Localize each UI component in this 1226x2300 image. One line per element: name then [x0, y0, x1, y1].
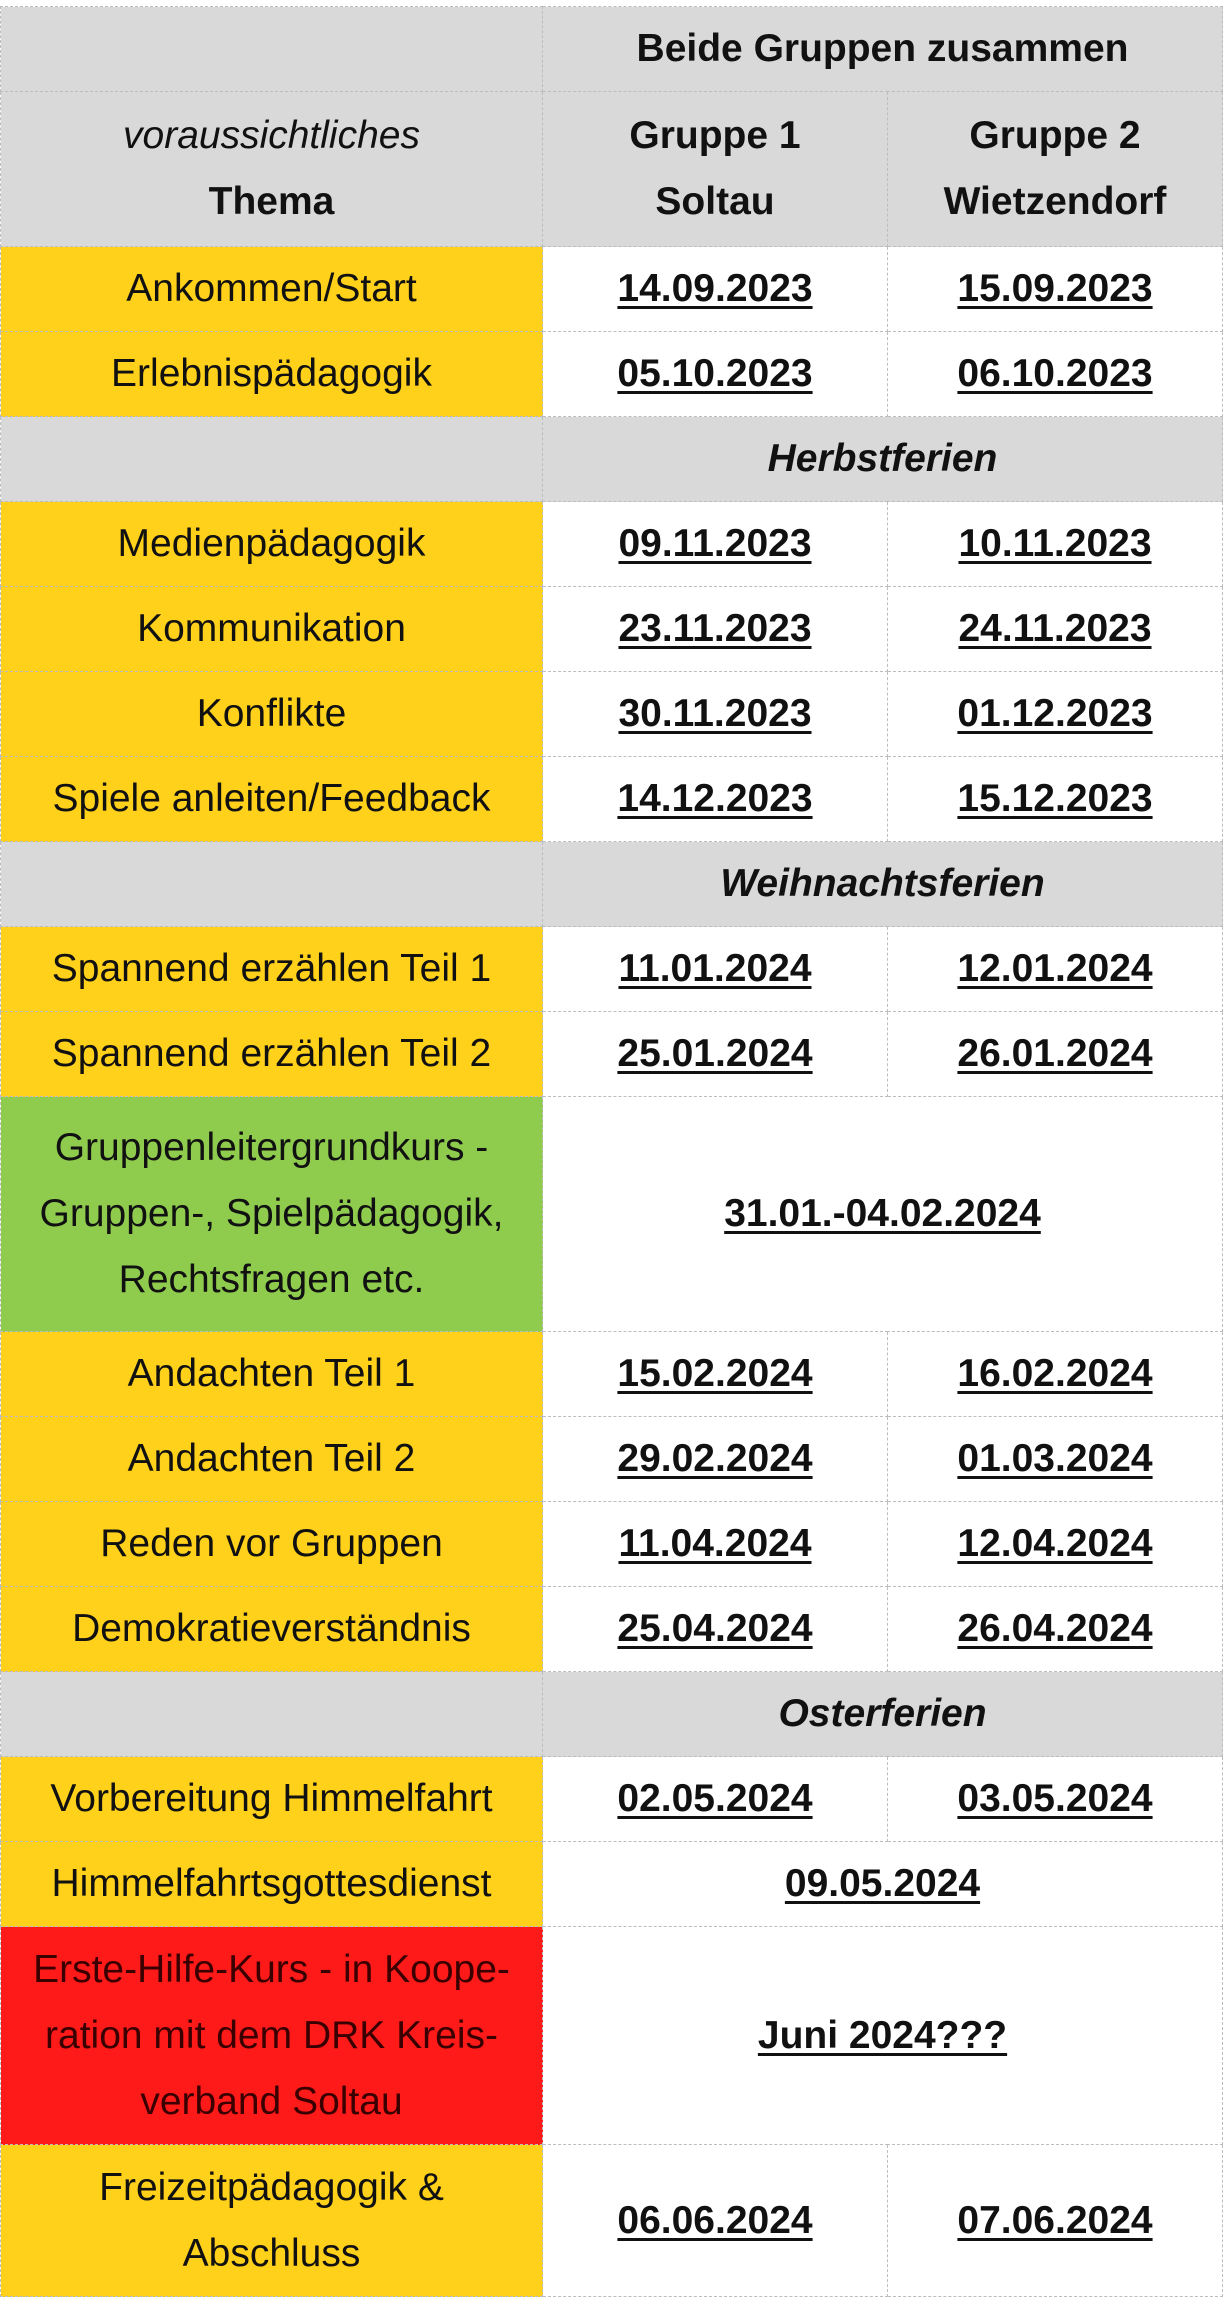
date-group1: 11.01.2024	[543, 927, 888, 1012]
date-group2: 15.09.2023	[888, 247, 1223, 332]
header-topic-line1: voraussichtliches	[123, 114, 420, 157]
date-group2: 12.01.2024	[888, 927, 1223, 1012]
topic-cell: Kommunikation	[1, 587, 543, 672]
date-group2: 12.04.2024	[888, 1502, 1223, 1587]
date-group1: 11.04.2024	[543, 1502, 888, 1587]
header-topic	[1, 92, 543, 247]
date-group1: 02.05.2024	[543, 1757, 888, 1842]
topic-cell: Erlebnispädagogik	[1, 332, 543, 417]
date-group2: 16.02.2024	[888, 1332, 1223, 1417]
date-group2: 07.06.2024	[888, 2145, 1223, 2297]
date-group1: 25.01.2024	[543, 1012, 888, 1097]
date-group1: 05.10.2023	[543, 332, 888, 417]
break-blank-cell	[1, 1672, 543, 1757]
date-group2: 01.03.2024	[888, 1417, 1223, 1502]
date-group2: 01.12.2023	[888, 672, 1223, 757]
break-blank-cell	[1, 842, 543, 927]
topic-cell	[1, 2145, 543, 2297]
break-row	[1, 842, 1223, 927]
table-row	[1, 1417, 1223, 1502]
topic-cell: Spannend erzählen Teil 2	[1, 1012, 543, 1097]
table-row	[1, 1012, 1223, 1097]
topic-cell: Andachten Teil 1	[1, 1332, 543, 1417]
topic-cell: Demokratieverständnis	[1, 1587, 543, 1672]
table-row	[1, 757, 1223, 842]
table-row	[1, 1842, 1223, 1927]
table-row	[1, 672, 1223, 757]
date-group1: 15.02.2024	[543, 1332, 888, 1417]
topic-cell: Spannend erzählen Teil 1	[1, 927, 543, 1012]
date-group1: 14.09.2023	[543, 247, 888, 332]
table-row	[1, 1757, 1223, 1842]
date-group1: 14.12.2023	[543, 757, 888, 842]
topic-cell: Andachten Teil 2	[1, 1417, 543, 1502]
break-row	[1, 417, 1223, 502]
table-row	[1, 502, 1223, 587]
header-topic-line2: Thema	[208, 180, 335, 223]
topic-line: ration mit dem DRK Kreis-	[45, 2013, 498, 2057]
date-group1: 25.04.2024	[543, 1587, 888, 1672]
date-group1: 23.11.2023	[543, 587, 888, 672]
break-label: Herbstferien	[543, 417, 1223, 502]
topic-line: verband Soltau	[140, 2079, 403, 2123]
table-row	[1, 2145, 1223, 2297]
date-group1: 29.02.2024	[543, 1417, 888, 1502]
topic-cell: Konflikte	[1, 672, 543, 757]
date-group1: 09.11.2023	[543, 502, 888, 587]
topic-line: Erste-Hilfe-Kurs - in Koope-	[33, 1947, 510, 1991]
topic-line: Rechtsfragen etc.	[118, 1258, 425, 1301]
header-both-groups: Beide Gruppen zusammen	[543, 7, 1223, 92]
date-group2: 06.10.2023	[888, 332, 1223, 417]
table-row	[1, 1502, 1223, 1587]
date-group2: 26.04.2024	[888, 1587, 1223, 1672]
table-row	[1, 1927, 1223, 2145]
header-group2-line2: Wietzendorf	[943, 180, 1167, 223]
break-row	[1, 1672, 1223, 1757]
date-group2: 03.05.2024	[888, 1757, 1223, 1842]
schedule-table	[0, 6, 1223, 2297]
header-group1-line2: Soltau	[655, 180, 775, 223]
date-group2: 10.11.2023	[888, 502, 1223, 587]
date-group2: 24.11.2023	[888, 587, 1223, 672]
table-row	[1, 1332, 1223, 1417]
topic-cell	[1, 1097, 543, 1332]
table-row	[1, 927, 1223, 1012]
topic-line: Abschluss	[182, 2231, 361, 2275]
break-label: Weihnachtsferien	[543, 842, 1223, 927]
topic-line: Gruppenleitergrundkurs -	[54, 1126, 489, 1169]
date-group2: 15.12.2023	[888, 757, 1223, 842]
header-group2	[888, 92, 1223, 247]
topic-cell: Spiele anleiten/Feedback	[1, 757, 543, 842]
topic-cell	[1, 1927, 543, 2145]
topic-cell: Himmelfahrtsgottesdienst	[1, 1842, 543, 1927]
header-group1	[543, 92, 888, 247]
date-both-groups: Juni 2024???	[543, 1927, 1223, 2145]
topic-line: Freizeitpädagogik &	[99, 2165, 444, 2209]
topic-cell: Reden vor Gruppen	[1, 1502, 543, 1587]
topic-line: Gruppen-, Spielpädagogik,	[39, 1192, 504, 1235]
break-label: Osterferien	[543, 1672, 1223, 1757]
date-group1: 06.06.2024	[543, 2145, 888, 2297]
topic-cell: Vorbereitung Himmelfahrt	[1, 1757, 543, 1842]
table-row	[1, 587, 1223, 672]
table-row	[1, 247, 1223, 332]
header-group1-line1: Gruppe 1	[629, 114, 801, 157]
header-group2-line1: Gruppe 2	[969, 114, 1141, 157]
date-group2: 26.01.2024	[888, 1012, 1223, 1097]
header-blank-cell	[1, 7, 543, 92]
topic-cell: Medienpädagogik	[1, 502, 543, 587]
topic-cell: Ankommen/Start	[1, 247, 543, 332]
table-row	[1, 1587, 1223, 1672]
date-both-groups: 31.01.-04.02.2024	[543, 1097, 1223, 1332]
break-blank-cell	[1, 417, 543, 502]
date-both-groups: 09.05.2024	[543, 1842, 1223, 1927]
date-group1: 30.11.2023	[543, 672, 888, 757]
table-row	[1, 1097, 1223, 1332]
table-row	[1, 332, 1223, 417]
